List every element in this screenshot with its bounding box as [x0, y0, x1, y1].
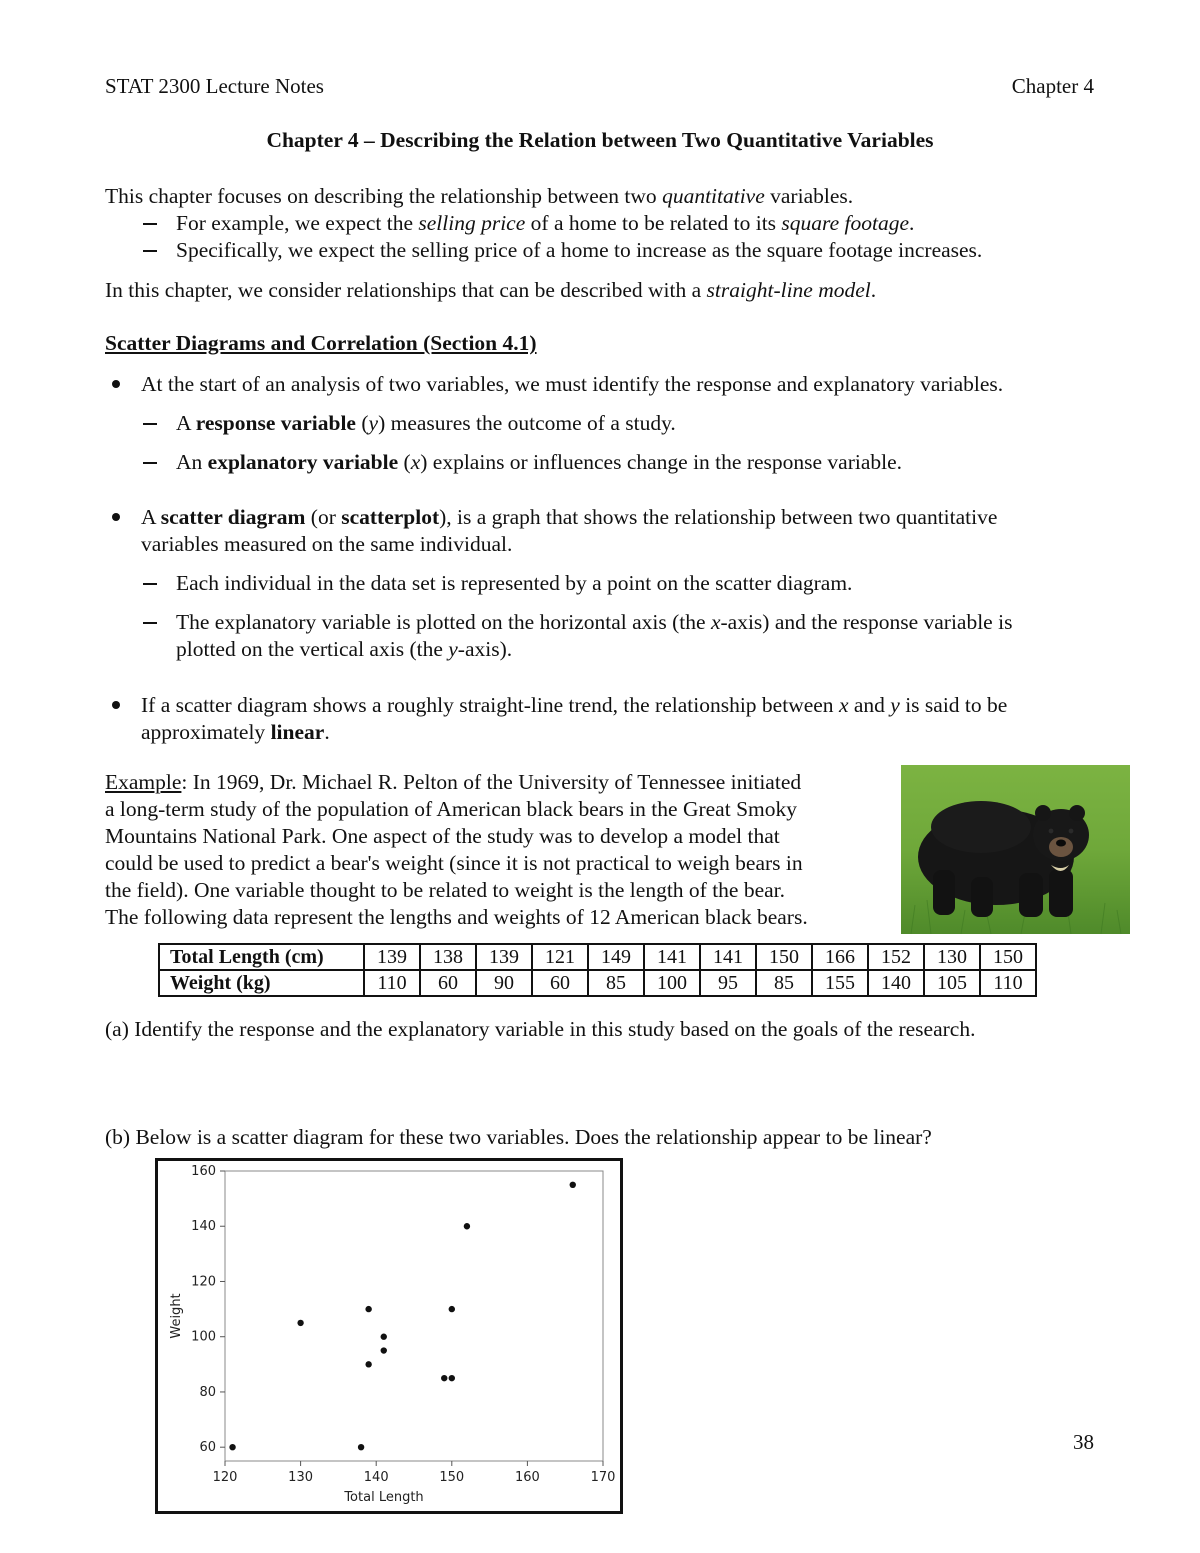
- example-line-4: could be used to predict a bear's weight (since it is not practical to weigh bears in: [105, 851, 803, 875]
- example-line-2: a long-term study of the population of American black bears in the Great Smoky: [105, 797, 797, 821]
- data-point: [449, 1375, 455, 1381]
- bullet-icon: [112, 380, 120, 388]
- bullet-2-sub-1: Each individual in the data set is represented by a point on the scatter diagram.: [176, 571, 853, 595]
- x-tick-label: 140: [363, 1470, 389, 1485]
- table-cell: 60: [420, 970, 476, 996]
- bullet-3-line-2: approximately linear.: [141, 720, 330, 744]
- question-b: (b) Below is a scatter diagram for these two variables. Does the relationship appear to be linear?: [105, 1125, 932, 1149]
- table-cell: 110: [364, 970, 420, 996]
- data-point: [381, 1334, 387, 1340]
- table-row: [159, 944, 1036, 970]
- intro-example-2: Specifically, we expect the selling price of a home to increase as the square footage increases.: [176, 238, 983, 262]
- page-title: Chapter 4 – Describing the Relation between Two Quantitative Variables: [266, 128, 934, 152]
- section-heading: Scatter Diagrams and Correlation (Section 4.1): [105, 331, 537, 355]
- intro-example-1: For example, we expect the selling price of a home to be related to its square footage.: [176, 211, 915, 235]
- table-cell: 90: [476, 970, 532, 996]
- bullet-1-text: At the start of an analysis of two variables, we must identify the response and explanatory variables.: [141, 372, 1004, 396]
- dash-marker: [143, 250, 157, 252]
- table-cell: 152: [868, 944, 924, 970]
- table-cell: 85: [588, 970, 644, 996]
- table-cell: 130: [924, 944, 980, 970]
- example-line-3: Mountains National Park. One aspect of the study was to develop a model that: [105, 824, 780, 848]
- table-cell: 105: [924, 970, 980, 996]
- table-cell: 110: [980, 970, 1036, 996]
- data-point: [365, 1306, 371, 1312]
- bullet-icon: [112, 513, 120, 521]
- bullet-2-line-1: A scatter diagram (or scatterplot), is a graph that shows the relationship between two quantitative: [141, 505, 998, 529]
- example-line-6: The following data represent the lengths and weights of 12 American black bears.: [105, 905, 808, 929]
- bear-illustration: [901, 765, 1130, 934]
- x-axis-label: Total Length: [344, 1490, 424, 1505]
- y-tick-label: 140: [191, 1219, 216, 1235]
- scatter-chart: [158, 1161, 620, 1511]
- y-tick-label: 100: [191, 1329, 216, 1345]
- bear-data-table: [158, 943, 1037, 997]
- example-line-1: Example: In 1969, Dr. Michael R. Pelton of the University of Tennessee initiated: [105, 770, 802, 794]
- bullet-3-line-1: If a scatter diagram shows a roughly straight-line trend, the relationship between x and y is said to be: [141, 693, 1008, 717]
- table-cell: 150: [756, 944, 812, 970]
- data-point: [464, 1223, 470, 1229]
- table-cell: 166: [812, 944, 868, 970]
- page-number: 38: [1073, 1430, 1094, 1454]
- table-cell: 150: [980, 944, 1036, 970]
- bullet-icon: [112, 701, 120, 709]
- table-cell: 139: [476, 944, 532, 970]
- question-a: (a) Identify the response and the explanatory variable in this study based on the goals of the research.: [105, 1017, 976, 1041]
- data-point: [570, 1182, 576, 1188]
- table-cell: 60: [532, 970, 588, 996]
- table-cell: 141: [644, 944, 700, 970]
- y-axis-label: Weight: [169, 1293, 184, 1339]
- bullet-2-sub-2-line-2: plotted on the vertical axis (the y-axis).: [176, 637, 513, 661]
- explanatory-variable-def: An explanatory variable (x) explains or influences change in the response variable.: [176, 450, 903, 474]
- x-tick-label: 150: [439, 1470, 465, 1485]
- example-label: Example: [105, 770, 182, 794]
- data-point: [441, 1375, 447, 1381]
- example-line-5: the field). One variable thought to be related to weight is the length of the bear.: [105, 878, 786, 902]
- table-cell: 138: [420, 944, 476, 970]
- dash-marker: [143, 622, 157, 624]
- table-row: [159, 970, 1036, 996]
- row-label-length: Total Length (cm): [159, 944, 364, 970]
- x-tick-label: 130: [288, 1470, 314, 1485]
- table-cell: 121: [532, 944, 588, 970]
- data-point: [365, 1361, 371, 1367]
- y-tick-label: 60: [199, 1440, 216, 1456]
- black-bear-photo: [901, 765, 1130, 934]
- intro-line-1: This chapter focuses on describing the relationship between two quantitative variables.: [105, 184, 854, 208]
- y-tick-label: 120: [191, 1274, 216, 1290]
- bullet-2-line-2: variables measured on the same individual.: [141, 532, 513, 556]
- table-cell: 100: [644, 970, 700, 996]
- dash-marker: [143, 583, 157, 585]
- x-tick-label: 170: [590, 1470, 616, 1485]
- data-point: [358, 1444, 364, 1450]
- x-tick-label: 120: [212, 1470, 238, 1485]
- data-point: [229, 1444, 235, 1450]
- table-cell: 141: [700, 944, 756, 970]
- data-point: [381, 1347, 387, 1353]
- response-variable-def: A response variable (y) measures the outcome of a study.: [176, 411, 676, 435]
- header-chapter: Chapter 4: [1011, 74, 1094, 98]
- y-tick-label: 160: [191, 1164, 216, 1179]
- intro-line-2: In this chapter, we consider relationships that can be described with a straight-line model.: [105, 278, 877, 302]
- dash-marker: [143, 462, 157, 464]
- data-point: [449, 1306, 455, 1312]
- header-course: STAT 2300 Lecture Notes: [105, 74, 324, 98]
- bullet-2-sub-2-line-1: The explanatory variable is plotted on the horizontal axis (the x-axis) and the response variable is: [176, 610, 1013, 634]
- table-cell: 85: [756, 970, 812, 996]
- scatter-chart-frame: [155, 1158, 623, 1514]
- table-cell: 95: [700, 970, 756, 996]
- plot-area: [225, 1171, 603, 1461]
- data-point: [297, 1320, 303, 1326]
- table-cell: 155: [812, 970, 868, 996]
- row-label-weight: Weight (kg): [159, 970, 364, 996]
- x-tick-label: 160: [514, 1470, 540, 1485]
- y-tick-label: 80: [199, 1384, 216, 1400]
- table-cell: 139: [364, 944, 420, 970]
- dash-marker: [143, 423, 157, 425]
- dash-marker: [143, 223, 157, 225]
- table-cell: 149: [588, 944, 644, 970]
- table-cell: 140: [868, 970, 924, 996]
